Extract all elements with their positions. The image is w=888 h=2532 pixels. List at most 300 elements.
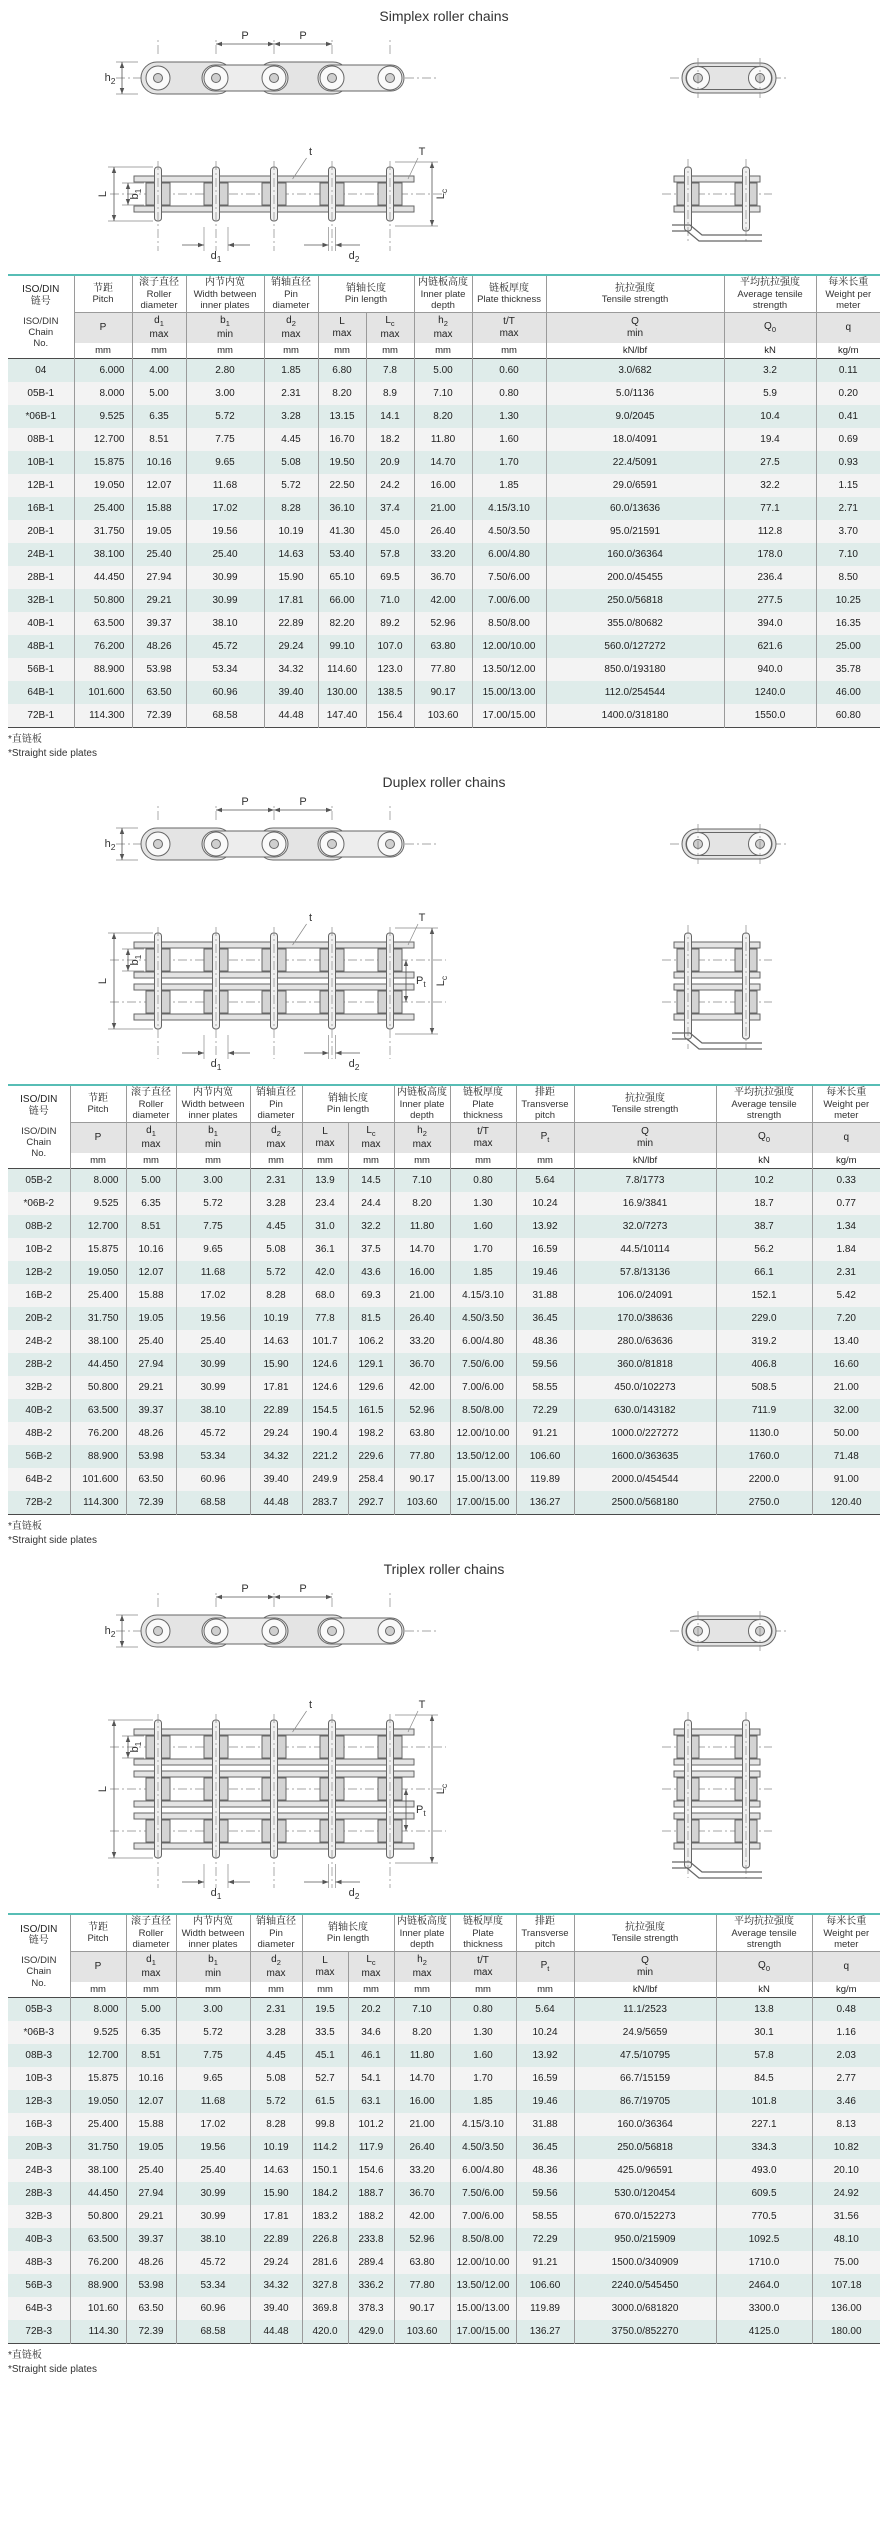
value-cell: 13.92 (516, 2044, 574, 2067)
value-cell: 630.0/143182 (574, 1399, 716, 1422)
table-row (8, 2090, 880, 2113)
value-cell: 36.45 (516, 2136, 574, 2159)
symbol-header: $Q_0$ (716, 1123, 812, 1153)
value-cell: 0.80 (450, 1169, 516, 1193)
table-row (8, 658, 880, 681)
value-cell: 8.50 (816, 566, 880, 589)
column-header-q0: 平均抗拉强度 Average tensile strength (716, 1914, 812, 1952)
value-cell: 1.30 (472, 405, 546, 428)
value-cell: 30.99 (186, 589, 264, 612)
value-cell: 0.48 (812, 1998, 880, 2022)
table-row (8, 474, 880, 497)
table-row (8, 612, 880, 635)
value-cell: 112.8 (724, 520, 816, 543)
value-cell: 5.72 (176, 2021, 250, 2044)
value-cell: 0.20 (816, 382, 880, 405)
table-row (8, 1998, 880, 2022)
column-header-wt: 每米长重 Weight per meter (812, 1914, 880, 1952)
value-cell: 44.5/10114 (574, 1238, 716, 1261)
value-cell: 5.72 (264, 474, 318, 497)
svg-text:t: t (309, 912, 313, 925)
unit-header: mm (302, 1153, 348, 1169)
chain-no-cell: *06B-1 (25, 411, 57, 423)
value-cell: 670.0/152273 (574, 2205, 716, 2228)
value-cell: 60.96 (176, 2297, 250, 2320)
value-cell: 52.96 (414, 612, 472, 635)
value-cell: 30.99 (186, 566, 264, 589)
value-cell: 45.1 (302, 2044, 348, 2067)
svg-text:L: L (97, 1786, 109, 1793)
symbol-header: $b_1$ min (176, 1952, 250, 1982)
value-cell: 2200.0 (716, 1468, 812, 1491)
column-header-h2: 内链板高度 Inner plate depth (414, 275, 472, 313)
value-cell: 18.7 (716, 1192, 812, 1215)
value-cell: 52.96 (394, 2228, 450, 2251)
chain-no-cell: 16B-2 (25, 1290, 53, 1302)
value-cell: 63.80 (394, 2251, 450, 2274)
svg-text:d2: $d_2$ (348, 250, 360, 264)
chain-no-cell: 40B-1 (27, 618, 55, 630)
svg-text:Lc: $L_c$ (435, 188, 449, 200)
column-header-tt: 链板厚度 Plate thickness (450, 1914, 516, 1952)
svg-text:d2: $d_2$ (348, 1058, 360, 1073)
column-header-b1: 内节内宽 Width between inner plates (176, 1085, 250, 1123)
value-cell: 8.51 (132, 428, 186, 451)
value-cell: 711.9 (716, 1399, 812, 1422)
table-row (8, 1261, 880, 1284)
value-cell: 5.64 (516, 1998, 574, 2022)
value-cell: 6.00/4.80 (450, 1330, 516, 1353)
column-header-b1: 内节内宽 Width between inner plates (176, 1914, 250, 1952)
value-cell: 8.9 (366, 382, 414, 405)
value-cell: 17.81 (250, 2205, 302, 2228)
value-cell: 2.31 (250, 1998, 302, 2022)
value-cell: 53.34 (176, 1445, 250, 1468)
symbol-header: $h_2$ max (394, 1123, 450, 1153)
value-cell: 19.05 (132, 520, 186, 543)
value-cell: 2464.0 (716, 2274, 812, 2297)
value-cell: 69.5 (366, 566, 414, 589)
value-cell: 9.65 (176, 2067, 250, 2090)
value-cell: 30.99 (176, 2205, 250, 2228)
value-cell: 45.0 (366, 520, 414, 543)
unit-header: mm (302, 1982, 348, 1998)
footnote (8, 1520, 880, 1547)
value-cell: 178.0 (724, 543, 816, 566)
value-cell: 101.600 (74, 681, 132, 704)
value-cell: 60.0/13636 (546, 497, 724, 520)
column-header-d1: 滚子直径 Roller diameter (132, 275, 186, 313)
chain-no-cell: 48B-3 (25, 2257, 53, 2269)
value-cell: 16.70 (318, 428, 366, 451)
chain-no-cell: 56B-2 (25, 1451, 53, 1463)
chain-no-column-header: ISO/DIN 链号 ISO/DIN Chain No. (8, 1914, 70, 1998)
value-cell: 36.70 (414, 566, 472, 589)
value-cell: 1550.0 (724, 704, 816, 728)
value-cell: 48.26 (132, 635, 186, 658)
value-cell: 19.050 (70, 2090, 126, 2113)
value-cell: 5.42 (812, 1284, 880, 1307)
table-row (8, 2297, 880, 2320)
value-cell: 3.46 (812, 2090, 880, 2113)
value-cell: 6.000 (74, 359, 132, 383)
value-cell: 621.6 (724, 635, 816, 658)
chain-no-cell: 72B-1 (27, 710, 55, 722)
value-cell: 53.34 (186, 658, 264, 681)
value-cell: 15.875 (70, 2067, 126, 2090)
chain-no-cell: 16B-3 (25, 2119, 53, 2131)
value-cell: 59.56 (516, 2182, 574, 2205)
footnote-cn: *直链板 (8, 2350, 42, 2362)
value-cell: 39.37 (126, 1399, 176, 1422)
unit-header: kN/lbf (546, 343, 724, 359)
value-cell: 21.00 (414, 497, 472, 520)
chain-no-cell: *06B-2 (23, 1198, 55, 1210)
column-header-tt: 链板厚度 Plate thickness (472, 275, 546, 313)
unit-header: mm (366, 343, 414, 359)
value-cell: 3.2 (724, 359, 816, 383)
value-cell: 183.2 (302, 2205, 348, 2228)
value-cell: 5.00 (414, 359, 472, 383)
table-row (8, 1330, 880, 1353)
symbol-header: q (812, 1123, 880, 1153)
column-header-h2: 内链板高度 Inner plate depth (394, 1085, 450, 1123)
value-cell: 88.900 (70, 2274, 126, 2297)
value-cell: 1130.0 (716, 1422, 812, 1445)
value-cell: 68.58 (186, 704, 264, 728)
value-cell: 68.0 (302, 1284, 348, 1307)
value-cell: 76.200 (70, 1422, 126, 1445)
value-cell: 7.00/6.00 (450, 2205, 516, 2228)
svg-text:Lc: $L_c$ (435, 1783, 449, 1795)
unit-header: mm (70, 1982, 126, 1998)
value-cell: 188.2 (348, 2205, 394, 2228)
svg-text:Pt: $P_t$ (416, 975, 426, 990)
value-cell: 25.40 (132, 543, 186, 566)
value-cell: 227.1 (716, 2113, 812, 2136)
section-triplex (0, 1561, 888, 2376)
value-cell: 31.56 (812, 2205, 880, 2228)
value-cell: 154.5 (302, 1399, 348, 1422)
table-row (8, 2113, 880, 2136)
value-cell: 24.2 (366, 474, 414, 497)
value-cell: 72.39 (126, 2320, 176, 2344)
value-cell: 38.100 (74, 543, 132, 566)
value-cell: 7.10 (816, 543, 880, 566)
value-cell: 26.40 (414, 520, 472, 543)
value-cell: 188.7 (348, 2182, 394, 2205)
table-row (8, 1169, 880, 1193)
value-cell: 81.5 (348, 1307, 394, 1330)
svg-text:d2: $d_2$ (348, 1887, 360, 1902)
value-cell: 0.60 (472, 359, 546, 383)
value-cell: 11.80 (394, 1215, 450, 1238)
value-cell: 136.27 (516, 1491, 574, 1515)
value-cell: 43.6 (348, 1261, 394, 1284)
svg-text:t: t (309, 1699, 313, 1712)
value-cell: 7.00/6.00 (450, 1376, 516, 1399)
value-cell: 5.72 (250, 2090, 302, 2113)
symbol-header: $d_1$ max (126, 1123, 176, 1153)
symbol-header: P (70, 1123, 126, 1153)
value-cell: 114.30 (70, 2320, 126, 2344)
chain-no-cell: 12B-1 (27, 480, 55, 492)
value-cell: 37.5 (348, 1238, 394, 1261)
unit-header: mm (176, 1153, 250, 1169)
value-cell: 17.81 (264, 589, 318, 612)
unit-header: mm (516, 1982, 574, 1998)
value-cell: 91.21 (516, 1422, 574, 1445)
value-cell: 2000.0/454544 (574, 1468, 716, 1491)
chain-no-cell: 56B-1 (27, 664, 55, 676)
value-cell: 10.16 (126, 2067, 176, 2090)
value-cell: 250.0/56818 (546, 589, 724, 612)
table-row (8, 2274, 880, 2297)
value-cell: 283.7 (302, 1491, 348, 1515)
value-cell: 39.40 (250, 1468, 302, 1491)
footnote-en: *Straight side plates (8, 747, 97, 759)
chain-no-cell: 10B-2 (25, 1244, 53, 1256)
value-cell: 3.0/682 (546, 359, 724, 383)
value-cell: 1240.0 (724, 681, 816, 704)
value-cell: 1000.0/227272 (574, 1422, 716, 1445)
value-cell: 5.00 (126, 1169, 176, 1193)
value-cell: 170.0/38636 (574, 1307, 716, 1330)
section-title: Simplex roller chains (379, 8, 509, 24)
simplex-spec-table (8, 274, 880, 728)
value-cell: 84.5 (716, 2067, 812, 2090)
value-cell: 103.60 (394, 2320, 450, 2344)
value-cell: 16.60 (812, 1353, 880, 1376)
column-header-p: 节距 Pitch (70, 1085, 126, 1123)
value-cell: 101.7 (302, 1330, 348, 1353)
value-cell: 13.15 (318, 405, 366, 428)
chain-no-cell: 72B-3 (25, 2326, 53, 2338)
column-header-p: 节距 Pitch (74, 275, 132, 313)
chain-no-cell: 64B-3 (25, 2303, 53, 2315)
value-cell: 42.0 (302, 1261, 348, 1284)
value-cell: 63.500 (70, 1399, 126, 1422)
value-cell: 378.3 (348, 2297, 394, 2320)
value-cell: 16.59 (516, 1238, 574, 1261)
svg-text:b1: $b_1$ (129, 954, 143, 966)
value-cell: 5.64 (516, 1169, 574, 1193)
value-cell: 38.100 (70, 1330, 126, 1353)
value-cell: 99.8 (302, 2113, 348, 2136)
duplex-chain-diagram (8, 792, 880, 1084)
table-row (8, 520, 880, 543)
value-cell: 1500.0/340909 (574, 2251, 716, 2274)
svg-text:h2: $h_2$ (104, 838, 116, 853)
unit-header: mm (74, 343, 132, 359)
symbol-header: $d_2$ max (264, 313, 318, 343)
table-row (8, 2251, 880, 2274)
value-cell: 15.88 (132, 497, 186, 520)
value-cell: 8.28 (250, 2113, 302, 2136)
value-cell: 120.40 (812, 1491, 880, 1515)
value-cell: 161.5 (348, 1399, 394, 1422)
table-row (8, 1238, 880, 1261)
table-row (8, 589, 880, 612)
value-cell: 16.00 (394, 1261, 450, 1284)
svg-text:P: P (299, 1583, 307, 1596)
svg-text:b1: $b_1$ (129, 188, 143, 200)
value-cell: 4.15/3.10 (450, 2113, 516, 2136)
value-cell: 29.21 (126, 2205, 176, 2228)
value-cell: 38.10 (176, 1399, 250, 1422)
symbol-header: $L_c$ max (366, 313, 414, 343)
symbol-header: $d_1$ max (126, 1952, 176, 1982)
value-cell: 107.0 (366, 635, 414, 658)
chain-no-cell: 64B-1 (27, 687, 55, 699)
value-cell: 13.50/12.00 (472, 658, 546, 681)
value-cell: 10.19 (250, 2136, 302, 2159)
value-cell: 58.55 (516, 1376, 574, 1399)
value-cell: 150.1 (302, 2159, 348, 2182)
symbol-header: $d_2$ max (250, 1123, 302, 1153)
symbol-header: $P_t$ (516, 1952, 574, 1982)
value-cell: 12.07 (126, 2090, 176, 2113)
value-cell: 5.00 (126, 1998, 176, 2022)
value-cell: 4.50/3.50 (472, 520, 546, 543)
value-cell: 7.50/6.00 (450, 2182, 516, 2205)
triplex-chain-diagram (8, 1579, 880, 1913)
value-cell: 30.99 (176, 1376, 250, 1399)
value-cell: 138.5 (366, 681, 414, 704)
symbol-header: q (812, 1952, 880, 1982)
value-cell: 50.00 (812, 1422, 880, 1445)
value-cell: 8.20 (414, 405, 472, 428)
value-cell: 8.50/8.00 (450, 2228, 516, 2251)
value-cell: 3.28 (264, 405, 318, 428)
value-cell: 68.58 (176, 2320, 250, 2344)
value-cell: 327.8 (302, 2274, 348, 2297)
value-cell: 25.400 (70, 1284, 126, 1307)
value-cell: 147.40 (318, 704, 366, 728)
symbol-header: P (70, 1952, 126, 1982)
value-cell: 34.6 (348, 2021, 394, 2044)
value-cell: 101.8 (716, 2090, 812, 2113)
value-cell: 91.00 (812, 1468, 880, 1491)
value-cell: 2.71 (816, 497, 880, 520)
value-cell: 6.00/4.80 (450, 2159, 516, 2182)
value-cell: 14.63 (250, 2159, 302, 2182)
symbol-header: q (816, 313, 880, 343)
unit-header: mm (132, 343, 186, 359)
value-cell: 36.10 (318, 497, 366, 520)
value-cell: 8.20 (394, 1192, 450, 1215)
column-header-wt: 每米长重 Weight per meter (816, 275, 880, 313)
table-row (8, 497, 880, 520)
unit-header: kN/lbf (574, 1153, 716, 1169)
value-cell: 44.48 (250, 2320, 302, 2344)
value-cell: 3.00 (186, 382, 264, 405)
table-row (8, 1445, 880, 1468)
table-row (8, 681, 880, 704)
value-cell: 12.07 (132, 474, 186, 497)
value-cell: 20.9 (366, 451, 414, 474)
svg-text:h2: $h_2$ (104, 1625, 116, 1640)
value-cell: 82.20 (318, 612, 366, 635)
value-cell: 89.2 (366, 612, 414, 635)
value-cell: 35.78 (816, 658, 880, 681)
value-cell: 8.28 (264, 497, 318, 520)
value-cell: 3000.0/681820 (574, 2297, 716, 2320)
value-cell: 66.00 (318, 589, 366, 612)
value-cell: 52.7 (302, 2067, 348, 2090)
value-cell: 38.7 (716, 1215, 812, 1238)
value-cell: 114.300 (70, 1491, 126, 1515)
value-cell: 0.93 (816, 451, 880, 474)
column-header-p: 节距 Pitch (70, 1914, 126, 1952)
value-cell: 103.60 (394, 1491, 450, 1515)
value-cell: 3.28 (250, 1192, 302, 1215)
value-cell: 11.1/2523 (574, 1998, 716, 2022)
value-cell: 8.13 (812, 2113, 880, 2136)
value-cell: 33.5 (302, 2021, 348, 2044)
value-cell: 12.700 (74, 428, 132, 451)
value-cell: 14.70 (414, 451, 472, 474)
svg-text:h2: $h_2$ (104, 72, 116, 86)
triplex-spec-table (8, 1913, 880, 2344)
value-cell: 15.875 (70, 1238, 126, 1261)
value-cell: 12.07 (126, 1261, 176, 1284)
value-cell: 160.0/36364 (574, 2113, 716, 2136)
chain-no-cell: 04 (8, 359, 74, 383)
unit-header: mm (414, 343, 472, 359)
table-row (8, 359, 880, 383)
value-cell: 17.81 (250, 1376, 302, 1399)
symbol-header: Q min (574, 1123, 716, 1153)
value-cell: 1.60 (450, 1215, 516, 1238)
value-cell: 13.50/12.00 (450, 1445, 516, 1468)
value-cell: 190.4 (302, 1422, 348, 1445)
value-cell: 0.33 (812, 1169, 880, 1193)
value-cell: 19.4 (724, 428, 816, 451)
value-cell: 136.00 (812, 2297, 880, 2320)
value-cell: 63.500 (74, 612, 132, 635)
value-cell: 52.96 (394, 1399, 450, 1422)
unit-header: mm (348, 1153, 394, 1169)
value-cell: 129.6 (348, 1376, 394, 1399)
value-cell: 10.24 (516, 1192, 574, 1215)
chain-no-cell: 10B-1 (27, 457, 55, 469)
value-cell: 34.32 (264, 658, 318, 681)
value-cell: 7.50/6.00 (450, 1353, 516, 1376)
value-cell: 17.00/15.00 (450, 1491, 516, 1515)
unit-header: mm (126, 1153, 176, 1169)
value-cell: 6.35 (132, 405, 186, 428)
column-header-d1: 滚子直径 Roller diameter (126, 1914, 176, 1952)
value-cell: 27.94 (132, 566, 186, 589)
column-header-b1: 内节内宽 Width between inner plates (186, 275, 264, 313)
value-cell: 1.70 (450, 2067, 516, 2090)
value-cell: 7.8/1773 (574, 1169, 716, 1193)
chain-no-cell: 24B-3 (25, 2165, 53, 2177)
svg-text:P: P (241, 30, 249, 42)
value-cell: 850.0/193180 (546, 658, 724, 681)
value-cell: 38.10 (186, 612, 264, 635)
value-cell: 39.37 (132, 612, 186, 635)
value-cell: 2240.0/545450 (574, 2274, 716, 2297)
value-cell: 1.85 (450, 2090, 516, 2113)
value-cell: 19.05 (126, 1307, 176, 1330)
value-cell: 20.10 (812, 2159, 880, 2182)
value-cell: 48.10 (812, 2228, 880, 2251)
value-cell: 23.4 (302, 1192, 348, 1215)
unit-header: mm (126, 1982, 176, 1998)
value-cell: 107.18 (812, 2274, 880, 2297)
